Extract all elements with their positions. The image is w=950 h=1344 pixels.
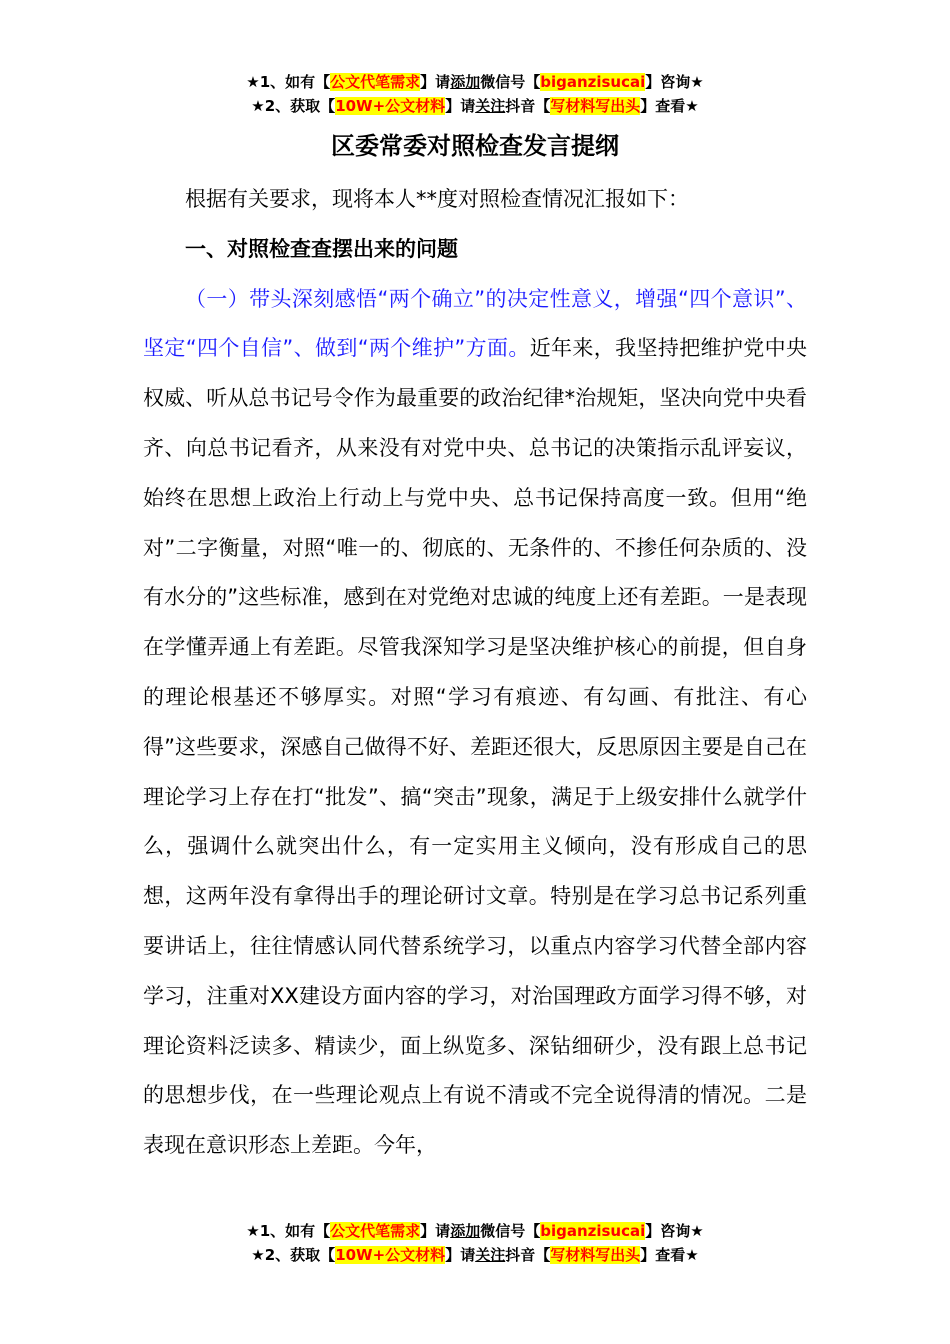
document-title: 区委常委对照检查发言提纲 (331, 132, 619, 160)
promo-line-2 (0, 94, 950, 118)
promo-underlined: 添加 (450, 1222, 481, 1240)
promo-underlined: 关注 (475, 1246, 506, 1264)
promo-highlight-douyin: 写材料写出头 (550, 1246, 641, 1264)
subsection-paragraph (143, 275, 807, 1171)
promo-text: 抖音【 (505, 97, 551, 115)
promo-text: 】请 (420, 73, 451, 91)
promo-underlined: 关注 (475, 97, 506, 115)
intro-paragraph: 根据有关要求，现将本人**度对照检查情况汇报如下： (185, 187, 689, 211)
subsection-heading: （一）带头深刻感悟“两个确立”的决定性意义，增强“四个意识”、坚定“四个自信”、做到“两个维护”方面。 (143, 286, 807, 361)
subsection-body: 近年来，我坚持把维护党中央权威、听从总书记号令作为最重要的政治纪律*治规矩，坚决向党中央看齐、向总书记看齐，从来没有对党中央、总书记的决策指示乱评妄议，始终在思想上政治上行动上与党中央、总书记保持高度一致。但用“绝对”二字衡量，对照“唯一的、彻底的、无条件的、不掺任何杂质的、没有水分的”这些标准，感到在对党绝对忠诚的纯度上还有差距。一是表现在学懂弄通上有差距。尽管我深知学习是坚决维护核心的前提，但自身的理论根基还不够厚实。对照“学习有痕迹、有勾画、有批注、有心得”这些要求，深感自己做得不好、差距还很大，反思原因主要是自己在理论学习上存在打“批发”、搞“突击”现象，满足于上级安排什么就学什么，强调什么就突出什么，有一定实用主义倾向，没有形成自己的思想，这两年没有拿得出手的理论研讨文章。特别是在学习总书记系列重要讲话上，往往情感认同代替系统学习，以重点内容学习代替全部内容学习，注重对XX建设方面内容的学习，对治国理政方面学习得不够，对理论资料泛读多、精读少，面上纵览多、深钻细研少，没有跟上总书记的思想步伐，在一些理论观点上有说不清或不完全说得清的情况。二是表现在意识形态上差距。今年， (143, 336, 807, 1158)
promo-text: 微信号【 (480, 73, 541, 91)
promo-highlight-douyin: 写材料写出头 (550, 97, 641, 115)
promo-line-1 (0, 1219, 950, 1243)
promo-highlight: 公文代笔需求 (330, 73, 421, 91)
promo-highlight-wechat: biganzisucai (540, 1222, 646, 1240)
promo-text: 抖音【 (505, 1246, 551, 1264)
top-promo-banner (0, 70, 950, 118)
promo-text: 】查看★ (640, 97, 699, 115)
promo-text: 】请 (445, 97, 476, 115)
promo-text: 微信号【 (480, 1222, 541, 1240)
promo-text: 】咨询★ (645, 73, 704, 91)
promo-underlined: 添加 (450, 73, 481, 91)
promo-text: 】请 (445, 1246, 476, 1264)
promo-highlight: 公文代笔需求 (330, 1222, 421, 1240)
promo-text: ★2、获取【 (251, 1246, 336, 1264)
promo-line-2 (0, 1243, 950, 1267)
promo-text: ★1、如有【 (246, 1222, 331, 1240)
promo-line-1 (0, 70, 950, 94)
promo-text: ★1、如有【 (246, 73, 331, 91)
document-body (143, 175, 807, 1171)
promo-highlight-wechat: biganzisucai (540, 73, 646, 91)
promo-text: 】查看★ (640, 1246, 699, 1264)
promo-text: 】咨询★ (645, 1222, 704, 1240)
promo-highlight: 10W+公文材料 (335, 97, 446, 115)
promo-text: 】请 (420, 1222, 451, 1240)
promo-text: ★2、获取【 (251, 97, 336, 115)
promo-highlight: 10W+公文材料 (335, 1246, 446, 1264)
bottom-promo-banner (0, 1219, 950, 1267)
section-heading: 一、对照检查查摆出来的问题 (185, 236, 458, 261)
